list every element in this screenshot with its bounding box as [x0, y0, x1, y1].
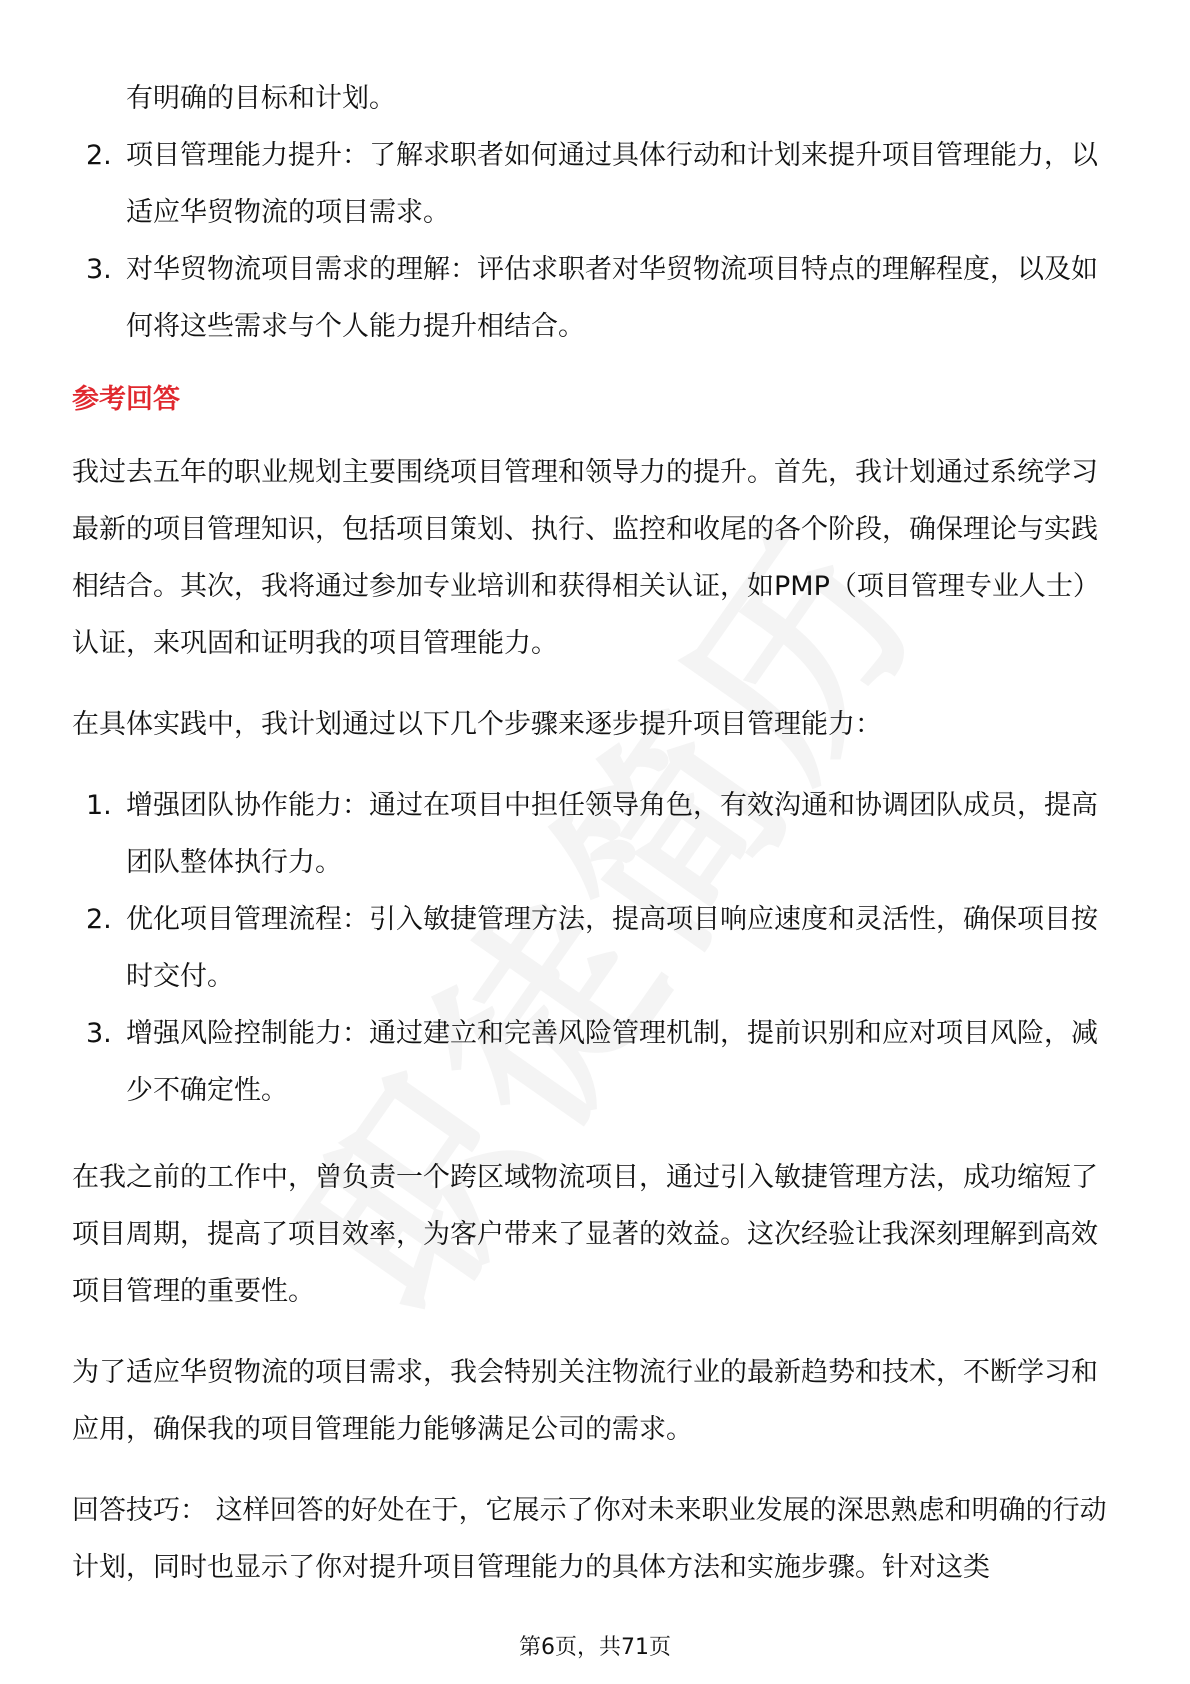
list-item-text: 项目管理能力提升：了解求职者如何通过具体行动和计划来提升项目管理能力，以适应华贸物流的项目需求。 — [126, 140, 1098, 228]
list-item — [72, 241, 1122, 355]
answer-tips-paragraph: 回答技巧： 这样回答的好处在于，它展示了你对未来职业发展的深思熟虑和明确的行动计划，同时也显示了你对提升项目管理能力的具体方法和实施步骤。针对这类 — [72, 1495, 1107, 1583]
list-item — [72, 777, 1122, 891]
list-item — [72, 891, 1122, 1005]
list-item-number: 3. — [86, 254, 112, 285]
evaluation-points-list — [72, 70, 1122, 355]
list-item — [72, 70, 1122, 127]
paragraph: 在我之前的工作中，曾负责一个跨区域物流项目，通过引入敏捷管理方法，成功缩短了项目周期，提高了项目效率，为客户带来了显著的效益。这次经验让我深刻理解到高效项目管理的重要性。 — [72, 1162, 1098, 1307]
list-item-number: 2. — [86, 904, 112, 935]
paragraph: 为了适应华贸物流的项目需求，我会特别关注物流行业的最新趋势和技术，不断学习和应用，确保我的项目管理能力能够满足公司的需求。 — [72, 1357, 1098, 1445]
section-heading: 参考回答 — [72, 384, 180, 415]
list-item-text: 增强团队协作能力：通过在项目中担任领导角色，有效沟通和协调团队成员，提高团队整体执行力。 — [126, 790, 1098, 878]
list-item-text: 增强风险控制能力：通过建立和完善风险管理机制，提前识别和应对项目风险，减少不确定性。 — [126, 1018, 1098, 1106]
paragraph: 我过去五年的职业规划主要围绕项目管理和领导力的提升。首先，我计划通过系统学习最新的项目管理知识，包括项目策划、执行、监控和收尾的各个阶段，确保理论与实践相结合。其次，我将通过参加专业培训和获得相关认证，如PMP（项目管理专业人士）认证，来巩固和证明我的项目管理能力。 — [72, 457, 1100, 659]
list-item-number: 2. — [86, 140, 112, 171]
list-item — [72, 1005, 1122, 1119]
list-item-text: 对华贸物流项目需求的理解：评估求职者对华贸物流项目特点的理解程度，以及如何将这些需求与个人能力提升相结合。 — [126, 254, 1098, 342]
paragraph: 在具体实践中，我计划通过以下几个步骤来逐步提升项目管理能力： — [72, 709, 882, 740]
list-item-text: 优化项目管理流程：引入敏捷管理方法，提高项目响应速度和灵活性，确保项目按时交付。 — [126, 904, 1098, 992]
list-item-number: 1. — [86, 790, 112, 821]
list-item-number: 3. — [86, 1018, 112, 1049]
list-item-text: 有明确的目标和计划。 — [126, 83, 396, 114]
page-content — [72, 70, 1122, 1596]
steps-list — [72, 777, 1122, 1119]
list-item — [72, 127, 1122, 241]
page-number-footer: 第6页，共71页 — [519, 1635, 671, 1660]
